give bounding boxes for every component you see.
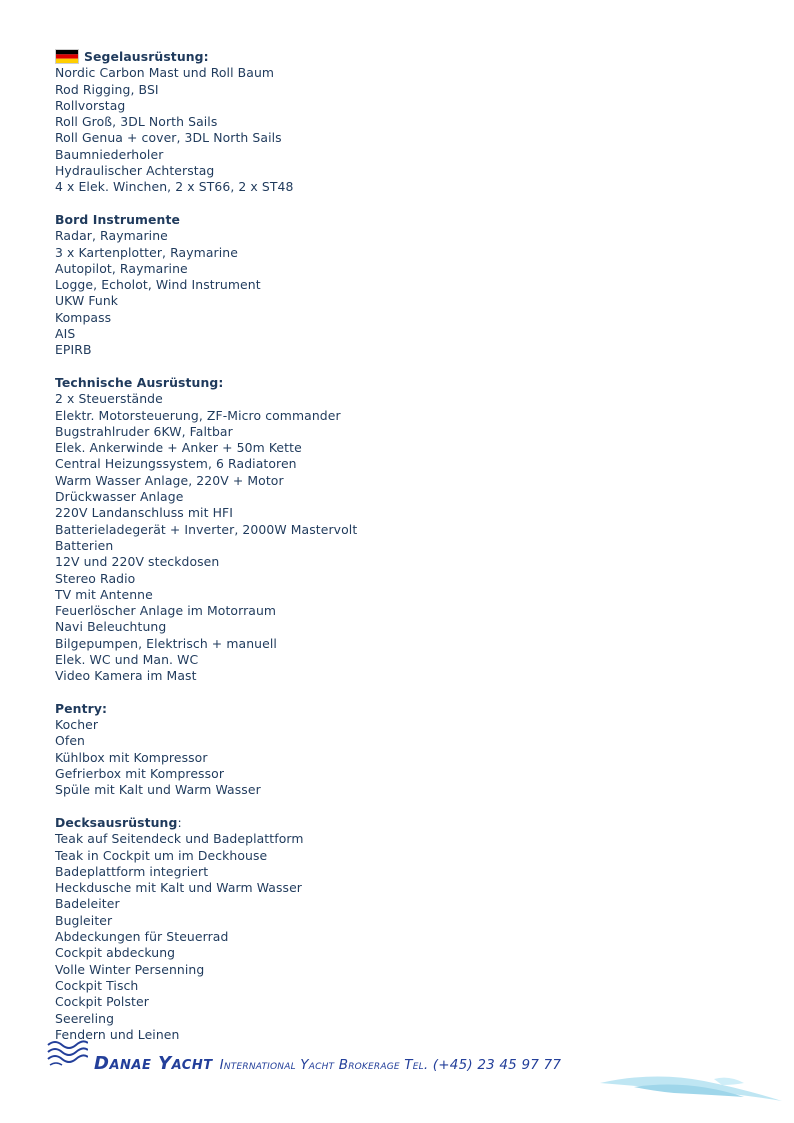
section-heading-pantry: Pentry: — [55, 700, 108, 716]
list-item: Cockpit Tisch — [55, 977, 139, 993]
list-item: Cockpit abdeckung — [55, 945, 176, 961]
brand-tagline: International Yacht Brokerage Tel. (+45) 23 45 97 77 — [219, 1057, 562, 1073]
list-item: Drückwasser Anlage — [55, 489, 184, 505]
list-item: Heckdusche mit Kalt und Warm Wasser — [55, 880, 303, 896]
wave-logo-icon — [46, 1037, 88, 1067]
list-item: Baumniederholer — [55, 146, 164, 162]
list-item: Kühlbox mit Kompressor — [55, 749, 208, 765]
equipment-list — [55, 49, 735, 1043]
list-item: Warm Wasser Anlage, 220V + Motor — [55, 472, 284, 488]
list-item: Kompass — [55, 309, 112, 325]
list-item: 12V und 220V steckdosen — [55, 554, 220, 570]
section-heading-sails — [55, 49, 735, 65]
list-item: Batterien — [55, 537, 114, 553]
section-heading-technical: Technische Ausrüstung: — [55, 374, 224, 390]
section-heading-instruments: Bord Instrumente — [55, 211, 180, 227]
section-spacer — [55, 685, 735, 701]
list-item: Badeleiter — [55, 896, 120, 912]
page-footer — [46, 1037, 786, 1117]
list-item: Radar, Raymarine — [55, 228, 168, 244]
list-item: Central Heizungssystem, 6 Radiatoren — [55, 456, 297, 472]
section-title-colon: : — [177, 814, 182, 830]
list-item: AIS — [55, 326, 76, 342]
list-item: 4 x Elek. Winchen, 2 x ST66, 2 x ST48 — [55, 179, 294, 195]
section-title: Segelausrüstung: — [84, 49, 209, 64]
list-item: EPIRB — [55, 342, 92, 358]
list-item: Autopilot, Raymarine — [55, 260, 188, 276]
list-item: Roll Genua + cover, 3DL North Sails — [55, 130, 282, 146]
list-item: Volle Winter Persenning — [55, 961, 205, 977]
list-item: Teak auf Seitendeck und Badeplattform — [55, 831, 304, 847]
list-item: Elektr. Motorsteuerung, ZF-Micro commander — [55, 407, 341, 423]
list-item: Fendern und Leinen — [55, 1026, 180, 1042]
list-item: Cockpit Polster — [55, 994, 149, 1010]
list-item: Hydraulischer Achterstag — [55, 163, 215, 179]
section-spacer — [55, 799, 735, 815]
brand-name: Danae Yacht — [94, 1053, 213, 1074]
list-item: Seereling — [55, 1010, 115, 1026]
list-item: 2 x Steuerstände — [55, 391, 163, 407]
section-spacer — [55, 196, 735, 212]
list-item: Video Kamera im Mast — [55, 668, 197, 684]
list-item: Roll Groß, 3DL North Sails — [55, 114, 218, 130]
list-item: Stereo Radio — [55, 570, 136, 586]
list-item: Batterieladegerät + Inverter, 2000W Mastervolt — [55, 521, 358, 537]
list-item: Badeplattform integriert — [55, 863, 209, 879]
list-item: Navi Beleuchtung — [55, 619, 167, 635]
list-item: 3 x Kartenplotter, Raymarine — [55, 244, 238, 260]
list-item: Abdeckungen für Steuerrad — [55, 929, 229, 945]
list-item: Feuerlöscher Anlage im Motorraum — [55, 603, 277, 619]
list-item: Bugstrahlruder 6KW, Faltbar — [55, 423, 233, 439]
footer-brand-line — [94, 1053, 561, 1074]
list-item: TV mit Antenne — [55, 586, 153, 602]
list-item: UKW Funk — [55, 293, 119, 309]
list-item: Nordic Carbon Mast und Roll Baum — [55, 65, 275, 81]
german-flag-icon — [55, 49, 79, 64]
list-item: Bilgepumpen, Elektrisch + manuell — [55, 635, 277, 651]
list-item: Bugleiter — [55, 912, 113, 928]
list-item: Gefrierbox mit Kompressor — [55, 766, 225, 782]
list-item: Elek. WC und Man. WC — [55, 651, 199, 667]
section-spacer — [55, 359, 735, 375]
list-item: Spüle mit Kalt und Warm Wasser — [55, 782, 261, 798]
list-item: Kocher — [55, 717, 99, 733]
list-item: Rollvorstag — [55, 97, 126, 113]
list-item: Logge, Echolot, Wind Instrument — [55, 277, 261, 293]
section-title: Decksausrüstung — [55, 814, 178, 830]
list-item: Teak in Cockpit um im Deckhouse — [55, 847, 268, 863]
section-heading-deck — [55, 815, 735, 831]
list-item: Elek. Ankerwinde + Anker + 50m Kette — [55, 440, 302, 456]
list-item: 220V Landanschluss mit HFI — [55, 505, 233, 521]
list-item: Ofen — [55, 733, 85, 749]
list-item: Rod Rigging, BSI — [55, 81, 159, 97]
swoosh-icon — [594, 1073, 784, 1115]
